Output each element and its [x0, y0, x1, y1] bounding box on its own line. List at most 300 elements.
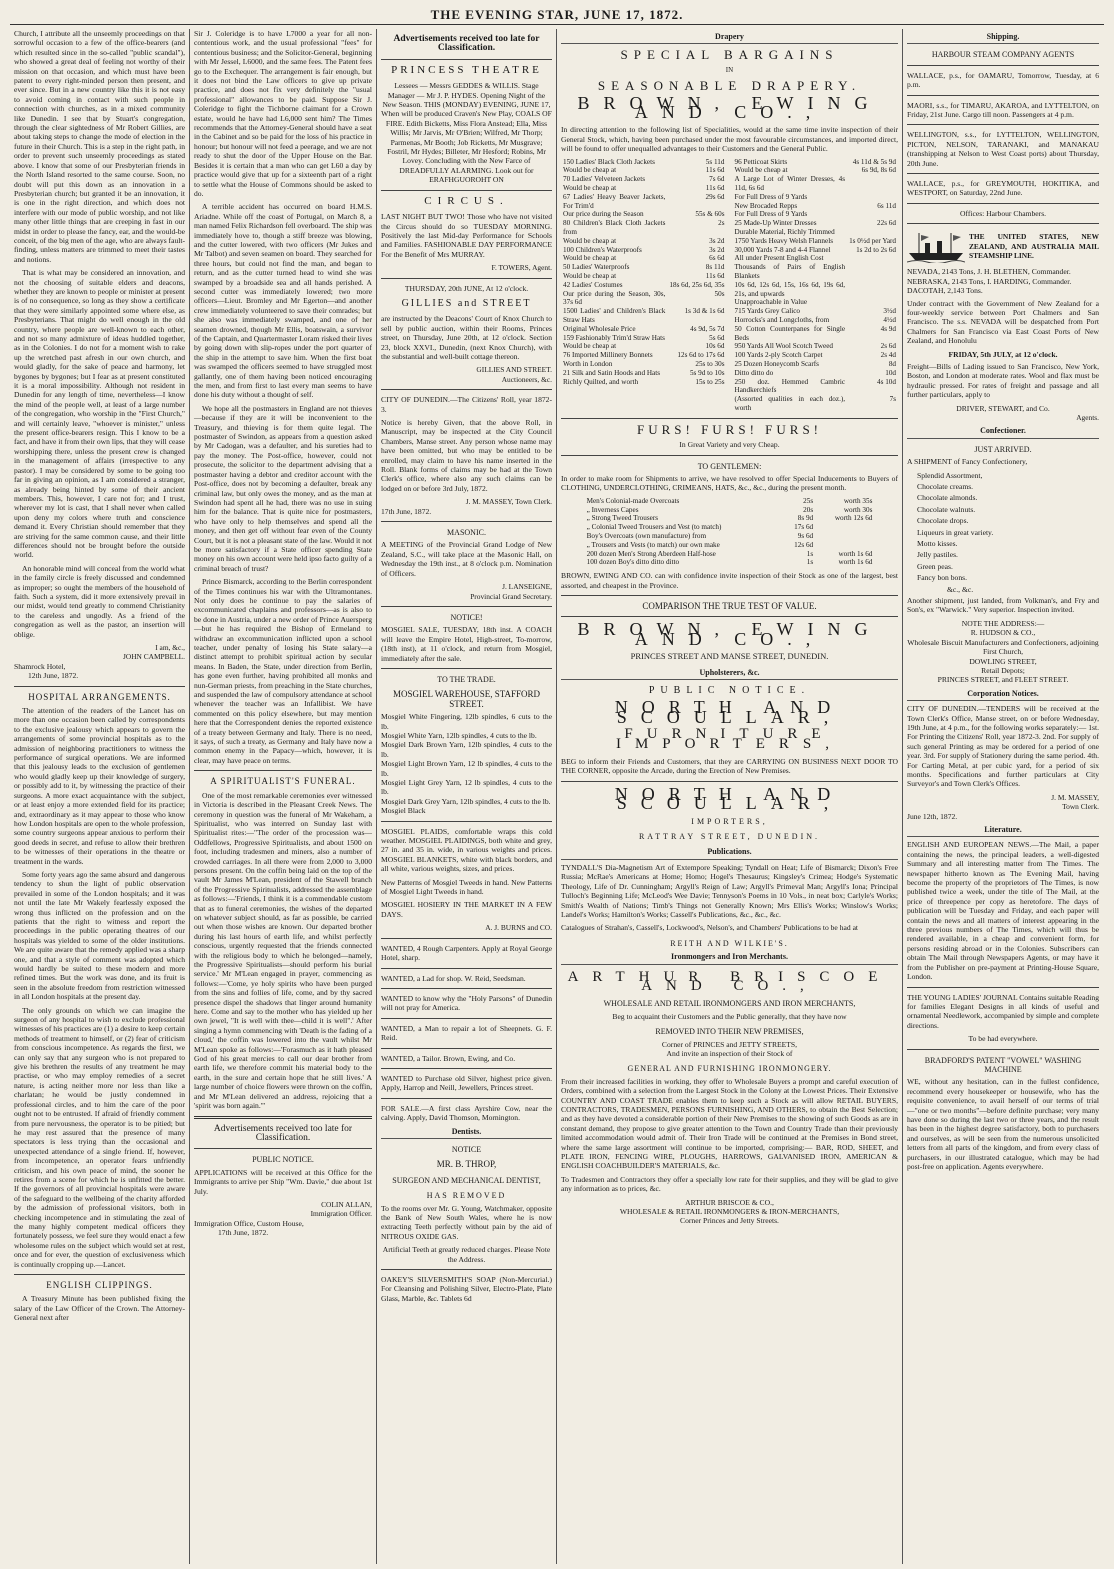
shipment-text: A SHIPMENT of Fancy Confectionery, — [907, 457, 1028, 467]
item-label: 159 Fashionably Trim'd Straw Hats — [563, 333, 665, 342]
bargain-lists — [561, 158, 898, 413]
item-price — [847, 210, 898, 219]
theatre-title: PRINCESS THEATRE — [391, 63, 542, 76]
price-row — [733, 325, 899, 343]
price-row — [733, 298, 899, 307]
item-label: 10s 6d, 12s 6d, 15s, 16s 6d, 19s 6d, 21s, and upwards — [734, 280, 846, 298]
sweet-item: Splendid Assortment, — [917, 470, 983, 480]
price-row — [733, 351, 899, 360]
item-price: 18s 6d, 25s 6d, 35s — [669, 280, 725, 289]
item-label: Original Wholesale Price — [563, 324, 636, 333]
item-label: A Large Lot of Winter Dresses, 4s 11d, 6s 6d — [734, 175, 846, 193]
dentists-label: Dentists. — [381, 1127, 552, 1139]
item-price: 7s — [889, 395, 896, 404]
item-price — [847, 254, 898, 263]
item-label: 950 Yards All Wool Scotch Tweed — [734, 342, 833, 351]
ship-ad: MAORI, s.s., for TIMARU, AKAROA, and LYTTELTON, on Friday, 21st June. Cargo till noon. Passengers at 4 p.m. — [907, 100, 1099, 120]
freight-text: Freight—Bills of Lading issued to San Francisco, New York, Boston, and London at moderate rates. Wool and flax must be hydraulic pressed. For rates of freight and passage and all further particulars, apply to — [907, 361, 1099, 400]
divider — [381, 968, 552, 969]
item-label: 715 Yards Grey Calico — [734, 307, 800, 316]
price-row — [561, 325, 727, 334]
item-price: 2s — [718, 219, 725, 228]
price-row — [561, 210, 727, 219]
hosiery-signature: A. J. BURNS and CO. — [485, 923, 552, 933]
divider — [14, 686, 185, 687]
item-price: 6s 11d — [877, 201, 896, 210]
mosgiel-notice-title: NOTICE! — [450, 612, 483, 622]
item-price: 8s 9d — [797, 514, 814, 523]
ironmongers-label: Ironmongers and Iron Merchants. — [561, 952, 898, 964]
divider — [907, 173, 1099, 174]
vessel: DACOTAH, 2,143 Tons. — [907, 286, 983, 296]
dentist-removed: HAS REMOVED — [426, 1191, 507, 1201]
item-price: 3½d — [883, 307, 896, 316]
letter-signature: JOHN CAMPBELL. — [122, 652, 185, 662]
item-price: 12s 6d — [794, 540, 814, 549]
trade-item: Mosgiel White Yarn, 12lb spindles, 4 cuts to the lb. — [381, 730, 537, 740]
divider — [381, 389, 552, 390]
dentist-ad: To the rooms over Mr. G. Young, Watchmaker, opposite the Bank of New South Wales, where he is now extracting Teeth perfectly without pain by the aid of NITROUS OXIDE GAS. — [381, 1203, 552, 1241]
item-price: 11s 6d — [705, 184, 725, 193]
price-row — [561, 351, 727, 360]
firm-name: BROWN, EWING AND CO., — [577, 92, 882, 123]
briscoe-sub: WHOLESALE AND RETAIL IRONMONGERS AND IRON MERCHANTS, — [603, 999, 856, 1009]
sweet-item: Chocolate drops. — [917, 516, 969, 526]
item-label: All under Present English Cost — [734, 254, 824, 263]
item-label: Would be cheap at — [563, 166, 617, 175]
divider — [381, 938, 552, 939]
north-scoullar: NORTH AND SCOULLAR, — [614, 697, 845, 727]
tenders-role: Town Clerk. — [1062, 802, 1099, 812]
price-row — [561, 378, 727, 387]
briscoe-name: ARTHUR BRISCOE AND CO., — [567, 968, 892, 994]
city-notice: Notice is hereby Given, that the above Roll, in Manuscript, may be inspected at the City Council Chambers, Manse street. Any person whose name may have been omitted, but who may be entitled to be enrolled, may claim to have his name inserted in the Roll. Blank forms of claims may be had at the Town Clerk's office, where also any such claims can be lodged on or before 3rd July, 1872. — [381, 418, 552, 493]
price-row — [733, 237, 899, 246]
journal-signature: To be had everywhere. — [968, 1034, 1038, 1044]
price-row — [733, 219, 899, 228]
hudson-text: Wholesale Biscuit Manufacturers and Confectioners, adjoining First Church, — [907, 637, 1099, 657]
us-line-block — [907, 229, 1099, 263]
theatre-ad: Lessees — Messrs GEDDES & WILLIS. Stage Manager — Mr J. P. HYDES. Opening Night of the New Season. THIS (MONDAY) EVENING, JUNE 17, When will be produced Craven's New Play, COALS OF FIRE. Edith Bicketts, Miss Flora Anstead; Ella, Miss Willis; Mr Jarvis, Mr O'Brien; Wilfred, Mr Thorp; Parmenas, Mr Booth; Job Ricketts, Mr Musgrave; Fostril, Mr Hydes; Billeter, Mr Hesford; Robins, Mr Lovey. Concluding with the New Farce of DREADFULLY ALARMING. Look out for ERAFHGUOROHT ON — [381, 81, 552, 185]
price-row — [733, 175, 899, 193]
item-label: „ Colonial Tweed Trousers and Vest (to match) — [586, 523, 722, 532]
price-row — [733, 307, 899, 316]
price-row — [561, 342, 727, 351]
trade-title: TO THE TRADE. — [437, 674, 496, 684]
price-row — [733, 166, 899, 175]
item-price: 6s 9d, 8s 6d — [861, 166, 896, 175]
north-scoullar-2: NORTH AND SCOULLAR, — [614, 783, 845, 814]
item-label: Durable Material, Richly Trimmed — [734, 228, 835, 237]
sweet-item: &c., &c. — [947, 584, 974, 594]
item-label: 42 Ladies' Costumes — [563, 280, 623, 289]
divider — [381, 1098, 552, 1099]
briscoe-signature-2: WHOLESALE & RETAIL IRONMONGERS & IRON-MERCHANTS, — [619, 1207, 840, 1217]
harbour-heading: HARBOUR STEAM COMPANY AGENTS — [931, 50, 1075, 60]
note-address: NOTE THE ADDRESS:— — [961, 618, 1045, 628]
item-price: 15s to 25s — [695, 377, 725, 386]
plaids-ad: MOSGIEL PLAIDS, comfortable wraps this cold weather. MOSGIEL PLAIDINGS, both white and grey, 27 in. and 35 in. wide, in various weights and prices. MOSGIEL BLANKETS, white with black borders, and all white, various weights, sizes, and prices. — [381, 826, 552, 874]
price-row — [561, 281, 727, 290]
price-row — [561, 158, 727, 167]
sweet-item: Chocolate almonds. — [917, 493, 978, 503]
city-date: 17th June, 1872. — [381, 506, 432, 516]
clothing-row — [585, 506, 875, 515]
price-row — [561, 166, 727, 175]
price-row — [733, 158, 899, 167]
item-price: 20s — [803, 505, 814, 514]
immigration-notice: APPLICATIONS will be received at this Office for the Immigrants to arrive per Ship "Wm. Davie," due about 1st July. — [194, 1167, 372, 1196]
column-4 — [557, 29, 903, 1564]
clothing-row — [585, 550, 875, 559]
gentlemen-text: In order to make room for Shipments to arrive, we have resolved to offer Special Inducements to Buyers of CLOTHING, UNDERCLOTHING, CRIMEANS, HATS, &c., &c., during the present month. — [561, 473, 898, 493]
item-label: Would be cheap at — [563, 184, 617, 193]
agents: DRIVER, STEWART, and Co. — [956, 403, 1050, 413]
trade-item: Mosgiel White Fingering, 12lb spindles, 6 cuts to the lb. — [381, 712, 552, 731]
item-label: „ Trousers and Vests (to match) our own make — [586, 540, 720, 549]
divider — [561, 455, 898, 456]
divider — [14, 1274, 185, 1275]
price-row — [561, 254, 727, 263]
item-price: 1s 3d & 1s 6d — [684, 307, 725, 316]
item-label: Thousands of Pairs of English Blankets — [734, 263, 846, 281]
item-price: 6s 6d — [709, 254, 725, 263]
item-price: 55s & 60s — [695, 210, 725, 219]
item-price: 2s 6d — [880, 342, 896, 351]
item-price: worth 12s 6d — [834, 514, 873, 523]
price-row — [733, 316, 899, 325]
tenders-date: June 12th, 1872. — [907, 811, 958, 821]
north-scoullar-text: BEG to inform their Friends and Customers, that they are CARRYING ON BUSINESS NEXT DOOR TO THE CORNER, opposite the Arcade, during the Erection of New Premises. — [561, 757, 898, 776]
price-row — [561, 307, 727, 325]
item-price: 10s 6d — [705, 342, 725, 351]
divider — [381, 821, 552, 822]
price-row — [561, 290, 727, 308]
item-label: 76 Imported Millinery Bonnets — [563, 351, 653, 360]
divider — [907, 203, 1099, 204]
item-price — [847, 228, 898, 237]
tyndall-list: TYNDALL'S Dia-Magnetism Art of Extempore Speaking; Tyndall on Heat; Life of Bismarck; Dixon's Free Russia; McRae's Americans at Home; Homo; Hogel's Thesaurus; Kingsley's Crimea; Hodge's Systematic Theology, Life of Dr. Cunningham; Argyll's Reign of Law; Argyll's Primeval Man; Argyll's Iona; Principal Tulloch's Beginning Life; McLeod's Wee Davie; Tennyson's Poems in 10 Vols., in neat box; Carlyle's Works; Smith's Wealth of Nations; Timb's Things not Generally Known; Mrs Ellis's Works; Winslow's Works; Landel's Works; Hamilton's Works; Cassell's Publications, &c., &c., &c. — [561, 862, 898, 919]
sweet-item: Jelly pastiles. — [917, 550, 958, 560]
briscoe-corner: Corner of PRINCES and JETTY STREETS, — [661, 1039, 798, 1049]
sweet-item: Liqueurs in great variety. — [917, 527, 994, 537]
wanted-ad: WANTED to know why the "Holy Parsons" of Dunedin will not pray for America. — [381, 993, 552, 1013]
in-label: IN — [725, 65, 734, 74]
sail-date: FRIDAY, 5th JULY, at 12 o'clock. — [948, 349, 1058, 359]
bradford-heading: BRADFORD'S PATENT "VOWEL" WASHING MACHINE — [924, 1055, 1082, 1074]
item-price — [815, 532, 874, 541]
item-label: Our price during the Season, 30s, 37s 6d — [563, 289, 666, 307]
price-row — [561, 360, 727, 369]
item-label: Would be cheap at — [563, 236, 617, 245]
late-ads-title: Advertisements received too late for Classification. — [393, 34, 540, 54]
item-price: 7s 6d — [709, 175, 725, 184]
item-price: 9s 6d — [797, 531, 814, 540]
tenders-notice: CITY OF DUNEDIN.—TENDERS will be received at the Town Clerk's Office, Manse street, on or before Wednesday, 19th June, at 4 p.m., for the following works separately:— 1st. For Printing the Citizens' Roll, year 1872-3. 2nd. For supply of such general Printing as may be ordered for a period of one year. 3rd. For supply of Stationery during the same period. 4th. For Carting Metal, at per cubic yard, for a period of six months. Specifications and further particulars at City Surveyor's and Town Clerk's Offices. — [907, 704, 1099, 789]
hospital-paragraph: The attention of the readers of the Lancet has on more than one occasion been called by correspondents to the exclusive jealousy which appears to govern the arrangements of some provincial hospitals as to the admission of neighboring practitioners to witness the performance of surgical operations. We are informed that this jealousy leads to the exclusion of gentlemen who would gladly keep up their knowledge of surgery, or possibly add to it, by witnessing the practice of their surgeons. A more exact acquaintance with the subject, or at least enjoy a more extended field for its practice; and, extraordinary as it may appear to those who know how London hospitals are open to the whole profession, some country surgeons appear anxious to perform their good deeds in secret, and refuse to allow their brethren to be witnesses of their operations in the theatre or treatment in the wards. — [14, 706, 185, 866]
divider — [381, 190, 552, 191]
item-label: 50 Cotton Counterpanes for Single Beds — [734, 324, 846, 342]
price-row — [561, 237, 727, 246]
dentist-name: MR. B. THROP, — [436, 1159, 497, 1170]
item-price: 4s 9d — [880, 324, 896, 333]
clippings-paragraph: Prince Bismarck, according to the Berlin correspondent of the Times continues his war with the Ultramontanes. Not only does he continue to pay the salaries of excommunicated chaplains and professors—as is also to be done in Austria, under a new order of Prince Auersperg—but he has required the Bishop of Ermeland to withdraw an excommunication inflicted upon a school teacher, under penalty of losing his State salary—a distinct attempt to prohibit spiritual action by secular means. In Baden, the State, under direction from Berlin, has gone even further, having prohibited all monks and nun-German priests, from preaching in the State churches, and suspended the law of compulsory attendance at school whenever the teacher was an Infallibist. We have commented on this policy elsewhere, but may mention here that the Correspondent denies the reported existence of a treaty between Germany and Italy. There is no need, it says, of such a treaty, as Germany and Italy have now a common enemy in the Papacy—which, however, it is clear, may have peace on terms. — [194, 577, 372, 765]
clippings-paragraph: We hope all the postmasters in England are not thieves—because if they are it will be inconvenient to the Treasury, and thieving is for them quite legal. The postmaster of Swindon, as appears from a question asked by Mr Cadogan, was a defaulter, and his sureties had to pay the money. The Post-office, however, could not prosecute, the solicitor to the department advising that a postmaster having a debtor and creditor account with the Post-office, does not by becoming a defaulter, break any criminal law, but only owes the money, and as the man at Swindon had spent all he had, there was no use in suing him for the balance. That is quite nice for postmasters, who have only to help themselves and spend all the money, and then get off without fear even of the County Court, but it is not a pleasant state of the law. Would it not be more satisfactory if a State officer spending State money on his own account were held ipso facto guilty of a criminal breach of trust? — [194, 403, 372, 573]
item-price — [815, 523, 874, 532]
late-ads-title: Advertisements received too late for Classification. — [213, 1123, 353, 1143]
divider — [561, 616, 898, 617]
item-price: 5s 9d to 10s — [689, 368, 725, 377]
item-price: 22s 6d — [877, 219, 896, 228]
item-price: 29s 6d — [705, 192, 725, 201]
item-price: 10d — [885, 368, 896, 377]
bargain-list-left — [561, 158, 727, 413]
price-row — [561, 193, 727, 211]
letter-paragraph: That is what may be considered an innovation, and not the choosing of suitable elders and deacons, whether they are known to people or minister at present is of no consequence, so long as they show a certificate that they were similarly appointed some where else, as Presbyterians. That might do well enough in the old country, where people are well-known to each other, and not so many admixture of ideas huddled together, as in the Colonies. I do not for a moment wish to rake up the wretched past afresh in our own church, and would gladly, for the sake of peace and harmony, let bygones by bygones; but I fear as at present constituted it is a moral impossibility. Although not resident in Dunedin for any length of time, nevertheless—I know the mind of the people well, at least of a large number of the congregation, who worship in the "First Church," and will certainly leave, "whoever is minister," unless the present office-bearers resign. This I know to be a fact, and have it from their own lips, that they will cease worshipping there, unless the present crew is changed in the management of affairs (irrespective to any pastor). I may be considered by some to be going too far in giving an opinion, as I am considered a stranger, as already being hinted by some of their ancient members. This, however, I care not for; and I trust, wherever my lot is cast, that I shall never when called upon deny my colors where truth and conscience demand it. Every Christian should remember that they are striving for the same common cause, and their little differences should not be brought before the outside world. — [14, 268, 186, 560]
public-notice-heading: PUBLIC NOTICE. — [648, 685, 811, 697]
clothing-row — [585, 514, 875, 523]
item-label: „ Strong Tweed Trousers — [586, 514, 659, 523]
item-price: 17s 6d — [794, 523, 814, 532]
item-price: 2s 4d — [880, 351, 896, 360]
intro-text: In directing attention to the following list of Specialities, would at the same time invite inspection of their General Stock, which, having been purchased under the most favourable circumstances, and imported direct, will be found to offer unequalled advantages to their Customers and the General Public. — [561, 125, 898, 154]
item-label: 1500 Ladies' and Children's Black Straw Hats — [563, 307, 666, 324]
rattray-address: RATTRAY STREET, DUNEDIN. — [638, 832, 821, 842]
ship-ad: WALLACE, p.s., for OAMARU, Tomorrow, Tuesday, at 6 p.m. — [907, 70, 1099, 90]
item-price: 50s — [714, 289, 725, 298]
soap-ad: OAKEY'S SILVERSMITH'S SOAP (Non-Mercurial.) For Cleansing and Polishing Silver, Electro-Plate, Plate Glass, Marble, &c. Tablets 6d — [381, 1275, 552, 1303]
firm-name-2: BROWN, EWING AND CO., — [577, 619, 882, 649]
divider — [907, 124, 1099, 125]
price-row — [733, 210, 899, 219]
vessel: NEBRASKA, 2143 Tons, I. HARDING, Commander. — [907, 276, 1072, 286]
price-row — [733, 342, 899, 351]
divider — [381, 606, 552, 607]
item-price: 25s to 30s — [695, 359, 725, 368]
wanted-ad: WANTED, a Tailor. Brown, Ewing, and Co. — [381, 1053, 516, 1063]
item-label: Our price during the Season — [563, 210, 644, 219]
sweet-item: Chocolate walnuts. — [917, 504, 976, 514]
column-5 — [903, 29, 1103, 1564]
notice-role: Immigration Officer. — [310, 1209, 372, 1219]
clippings-paragraph: Sir J. Coleridge is to have L7000 a year for all non-contentious work, and the usual professional "fees" for contentious business; and the Solicitor-General, beginning with Mr Jessel, L6000, and the same fees. The Patent fees go to the Exchequer. The arrangement is fair enough, but it does not bind the Law officers to give up private practice, and does not fix very definitely the "usual professional" allowances to be paid. Suppose Sir J. Coleridge to fight the Tichborne claimant for a Crown estate, would he have had L6,000 sent him? The Times recommends that the Attorney-General should have a seat in the Cabinet and so be paid for the loss of his practice in honour; but honour will not feed a peerage, and we are not ready to shut the door of the Upper House on the Bar. Besides it is certain that a man who can get L60 a day by practice would give that up for a sixteenth part of a right to settle what the House of Commons should be asked to do. — [194, 29, 372, 198]
tenders-signature: J. M. MASSEY, — [1051, 792, 1099, 802]
item-price: worth 30s — [843, 505, 873, 514]
sweet-item: Motto kisses. — [917, 539, 958, 549]
divider — [561, 418, 898, 419]
bargain-list-right — [733, 158, 899, 413]
item-label: 250 doz. Hemmed Cambric Handkerchiefs — [734, 377, 846, 395]
for-sale-ad: FOR SALE.—A first class Ayrshire Cow, near the calving. Apply, David Thomson, Mornington. — [381, 1103, 552, 1123]
clippings-paragraph: A Treasury Minute has been published fixing the salary of the Law Officer of the Crown. The Attorney-General next after — [14, 1294, 185, 1323]
divider — [381, 1269, 552, 1270]
briscoe-beg: Beg to acquaint their Customers and the Public generally, that they have now — [612, 1011, 847, 1021]
item-label: 100 Children's Waterproofs — [563, 245, 642, 254]
briscoe-text: From their increased facilities in working, they offer to Wholesale Buyers a prompt and careful execution of Orders, combined with a selection from the Largest Stock in the Colony at the Lowest Prices. Their Extensive COUNTRY AND COAST TRADE enables them to keep such a Stock as will allow RETAIL BUYERS, CONTRACTORS, TRADESMEN, PERSONS FURNISHING, AND OTHERS, to obtain the Best Selection; and as they have devoted a considerable portion of their New Premises to the showing of such Goods as are in constant demand, they propose to give greater attention to the Town and Country Trade than their previously limited accommodation would admit of. Their Iron Trade will be continued at the Premises in Bond street, where the same large assortment will continue to be imported, comprising:— BAR, ROD, SHEET, and PLATE IRON, FENCING WIRE, PLOUGHS, HARROWS, GALVANISED IRON, AMERICAN & ENGLISH COACHBUILDER'S MATERIALS, &c. — [561, 1076, 898, 1171]
divider — [381, 59, 552, 60]
column-2 — [190, 29, 377, 1564]
item-price: 3s 2d — [709, 245, 725, 254]
divider — [381, 1068, 552, 1069]
comparison-heading: COMPARISON THE TRUE TEST OF VALUE. — [642, 600, 817, 611]
item-price: worth 1s 6d — [838, 558, 873, 567]
agents-role: Agents. — [1076, 412, 1099, 422]
contract-text: Under contract with the Government of New Zealand for a four-weekly service between Port Chalmers and San Francisco. The s.s. NEVADA will be despatched from Port Chalmers for San Francisco via East Coast Ports of New Zealand, and Honolulu — [907, 298, 1099, 346]
drapery-label: Drapery — [561, 32, 898, 44]
left-price-table — [561, 158, 727, 387]
item-price — [847, 193, 898, 202]
item-label: Richly Quilted, and worth — [563, 377, 639, 386]
item-price: 4s 10d — [877, 377, 896, 386]
firm-address: PRINCES STREET AND MANSE STREET, DUNEDIN. — [630, 651, 829, 662]
city-signature: J. M. MASSEY, Town Clerk. — [465, 497, 552, 507]
price-row — [561, 246, 727, 255]
catalogues-text: Catalogues of Strahan's, Cassell's, Lockwood's, Nelson's, and Chambers' Publications to be had at — [561, 923, 859, 933]
trade-item: Mosgiel Dark Grey Yarn, 12lb spindles, 4 cuts to the lb. — [381, 796, 551, 806]
masonic-title: MASONIC. — [447, 528, 486, 538]
sweets-list — [907, 471, 1099, 594]
item-label: Horrocks's and Longcloths, from — [734, 316, 830, 324]
dentist-notice: NOTICE — [451, 1144, 482, 1154]
price-row — [733, 263, 899, 281]
hospital-paragraph: Some forty years ago the same absurd and dangerous tendency to shun the light of public observation prevailed in some of the London hospitals; and it was not until the late Mr Wakely fearlessly exposed the wrong thus inflicted on the profession and on the patients that the right to witness and report the proceedings in the public operating theatres of our hospitals was yielded to some of the older institutions. We are quite aware that the remedy applied was a sharp one, and that a style of comment was adopted which would hardly be suited to these modern and more refined times. But the work was done, and its fruit is seen in the absolute freedom from restriction witnessed in all London hospitals at the present day. — [14, 869, 185, 1002]
hosiery-ad: MOSGIEL HOSIERY IN THE MARKET IN A FEW DAYS. — [381, 900, 552, 919]
mosgiel-notice: MOSGIEL SALE, TUESDAY, 18th inst. A COACH will leave the Empire Hotel, High-street, To-morrow, (18th inst), at 11 o'clock, and return from Mosgiel, immediately after the sale. — [381, 625, 552, 663]
item-price: 4s 9d, 5s 7d — [690, 324, 725, 333]
ship-ad: WELLINGTON, s.s., for LYTTELTON, WELLINGTON, PICTON, NELSON, TARANAKI, and MANAKAU (transhipping at Nelson to West Coast ports) about Thursday, 20th June. — [907, 130, 1099, 168]
circus-ad: LAST NIGHT BUT TWO! Those who have not visited the Circus should do so TUESDAY MORNING. Positively the last Mid-day Performance for Schools and Families. FASHIONABLE DAY PERFORMANCE For the Benefit of Mrs MURRAY. — [381, 212, 552, 259]
trade-item: Mosgiel Light Grey Yarn, 12 lb spindles, 4 cuts to the lb. — [381, 778, 552, 797]
item-label: 200 dozen Men's Strong Aberdeen Half-hose — [586, 549, 716, 558]
item-price: 8s 11d — [705, 263, 725, 272]
dowling-street: DOWLING STREET, — [969, 656, 1037, 666]
hospital-title: HOSPITAL ARRANGEMENTS. — [28, 691, 171, 702]
wanted-ad: WANTED, a Man to repair a lot of Sheepnets. G. F. Reid. — [381, 1023, 552, 1043]
clothing-row — [585, 532, 875, 541]
clothing-row — [585, 558, 875, 567]
price-row — [561, 263, 727, 272]
item-price: 1s 0½d per Yard — [849, 236, 896, 245]
divider — [907, 987, 1099, 988]
item-label: Would be cheap at — [734, 166, 788, 175]
item-label: Would be cheap at — [563, 342, 617, 351]
item-label: 70 Ladies' Velveteen Jackets — [563, 175, 645, 184]
clippings-title: ENGLISH CLIPPINGS. — [46, 1280, 153, 1290]
divider — [194, 1148, 372, 1149]
item-label: Would be cheap at — [563, 272, 617, 281]
divider — [907, 95, 1099, 96]
item-price — [847, 281, 898, 299]
notice-date: 17th June, 1872. — [218, 1228, 269, 1238]
price-row — [561, 184, 727, 193]
item-price: 4s 11d & 5s 9d — [852, 157, 896, 166]
item-price: 3s 2d — [709, 236, 725, 245]
divider — [194, 1116, 372, 1119]
bradford-text: WE, without any hesitation, can in the fullest confidence, recommend every housekeeper or housewife, who has the requisite convenience, to avail herself of our terms of trial—"one or two months"—before definite purchase; very many have done so during the last two or three years, and the result has been in the highest degree satisfactory, both to purchasers and ourselves, as will be seen from the numerous unsolicited letters from all parts of the kingdom, and from every class of purchasers, in our illustrated catalogue, which may be had post-free on application. Agents everywhere. — [907, 1077, 1099, 1171]
price-row — [561, 219, 727, 237]
sale-ad: are instructed by the Deacons' Court of Knox Church to sell by public auction, within their Rooms, Princes street, on Thursday, June 20th, at 12 o'clock. Section 23, block XXVI., Dunedin, (next Knox Church), with the substantial and well-built cottage thereon. — [381, 314, 552, 361]
masonic-role: Provincial Grand Secretary. — [470, 591, 552, 601]
wanted-ad: WANTED, a Lad for shop. W. Reid, Seedsman. — [381, 973, 526, 983]
special-bargains: SPECIAL BARGAINS — [620, 47, 839, 63]
letter-address: Shamrock Hotel, — [14, 661, 66, 671]
circus-signature: F. TOWERS, Agent. — [491, 263, 552, 273]
item-price: 11s 6d — [705, 166, 725, 175]
divider — [381, 1018, 552, 1019]
dentist-role: SURGEON AND MECHANICAL DENTIST, — [392, 1175, 541, 1185]
item-label: Unapproachable in Value — [734, 298, 808, 307]
item-label: Would be cheap at — [563, 254, 617, 263]
clothing-row — [585, 541, 875, 550]
price-row — [733, 378, 899, 396]
divider — [194, 770, 372, 771]
seasonable-drapery: SEASONABLE DRAPERY. — [597, 78, 862, 94]
shipping-label: Shipping. — [907, 32, 1099, 44]
divider — [907, 65, 1099, 66]
briscoe-invite: And invite an inspection of their Stock of — [666, 1048, 793, 1058]
confectioner-label: Confectioner. — [907, 426, 1099, 438]
notice-address: Immigration Office, Custom House, — [194, 1218, 304, 1228]
item-label: 50 Ladies' Waterproofs — [563, 263, 630, 272]
item-label: „ Inverness Capes — [586, 505, 639, 514]
columns — [10, 29, 1104, 1564]
item-price: 5s 11d — [705, 157, 725, 166]
price-row — [561, 334, 727, 343]
another-shipment: Another shipment, just landed, from Volkman's, and Fry and Son's, ex "Warwick." Very superior. Inspection invited. — [907, 596, 1099, 615]
ship-ad: WALLACE, p.s., for GREYMOUTH, HOKITIKA, and WESTPORT, on Saturday, 22nd June. — [907, 179, 1099, 198]
item-price: worth 1s 6d — [838, 549, 873, 558]
item-label: Men's Colonial-made Overcoats — [586, 496, 680, 505]
sale-signature: GILLIES AND STREET. — [476, 365, 552, 375]
furniture-importers: FURNITURE IMPORTERS, — [615, 726, 844, 752]
item-label: New Brocaded Repps — [734, 201, 798, 210]
item-label: 25 Made-Up Winter Dresses — [734, 219, 817, 228]
news-ad: ENGLISH AND EUROPEAN NEWS.—The Mail, a paper containing the news, the principal leaders, a well-digested Summary and all interesting matter from The Times. The newspaper hitherto known as The Evening Mail, having become the property of the proprietors of The Times, is now published twice a week, under the title of The Mail, at the price of threepence per copy as heretofore. The days of publication will be Tuesday and Friday, and each paper will contain the news and all matters of interest appearing in the three previous numbers of The Times, which will thus be rendered available, in a cheap and convenient form, for persons residing abroad or in the Colonies. Subscribers can obtain The Mail through Newspapers Agents, or may have it from the Publisher on pre-payment at Printing-House Square, London. — [907, 840, 1099, 982]
circus-title: CIRCUS. — [424, 194, 509, 207]
letter-closing: I am, &c., — [155, 643, 185, 652]
briscoe-general: GENERAL AND FURNISHING IRONMONGERY. — [627, 1064, 832, 1074]
item-label: 21 Silk and Satin Hoods and Hats — [563, 368, 661, 377]
briscoe-signature: ARTHUR BRISCOE & CO., — [685, 1197, 774, 1207]
wanted-ad: WANTED, 4 Rough Carpenters. Apply at Royal George Hotel, sharp. — [381, 943, 552, 963]
divider — [561, 781, 898, 782]
tweeds-ad: New Patterns of Mosgiel Tweeds in hand. New Patterns of Mosgiel Light Tweeds in hand. — [381, 877, 552, 897]
item-label: 67 Ladies' Heavy Beaver Jackets, For Trim'd — [563, 192, 666, 210]
publications-label: Publications. — [561, 847, 898, 859]
letter-date: 12th June, 1872. — [28, 671, 79, 681]
divider — [381, 1048, 552, 1049]
price-row — [733, 360, 899, 369]
funeral-paragraph: One of the most remarkable ceremonies ever witnessed in Victoria is described in the Pleasant Creek News. The ceremony in question was the funeral of Mr Wakeham, a Spiritualist, who was interred on Sunday last with Spiritualist rites:—"The order of the procession was—Oddfellows, Progressive Spiritualists, and about 1500 on foot, including tradesmen and miners, also a number of crowded carriages. In all there were from 2,000 to 3,000 persons present. On the coffin being laid on the top of the vault Mr James M'Lean, president of the Stawell branch of the Progressive Spiritualists, addressed the assemblage as follows:—'Friends, I think it is a commendable custom that as to funeral ceremonies, the wishes of the departed on whatever subject should, as far as possible, be carried out when those wishes are known. Our departed brother during his last hours of earth life, and whilst perfectly conscious, urgently requested that the friends connected with the religious body to which he belonged—namely, the Progressive Spiritualists—should perform his burial service.' Mr M'Lean engaged in prayer, commencing as follows:—'Come, ye holy spirits who have been purged from the sins and follies of life, come, and by thy sacred presence dispel the shadows that linger around humanity here. Come and say to the mother who has yielded up her own jewel, "It is well with thee—child it is well".' After singing a hymn commencing with 'Death is the fading of a cloud,' the coffin was lowered into the vault whilst Mr M'Lean spoke as follows:—'Forasmuch as it hath pleased God of his great mercies to call our dear brother from earth life, we therefore commit his material body to the earth, in the sure and certain hope that he still lives.' A large number of choice flowers were thrown on the coffin, and Mr M'Lean delivered an address, rejoicing that a 'spirit was born again.'" — [194, 790, 372, 1111]
item-label: 100 dozen Boy's ditto ditto ditto — [586, 558, 680, 567]
sale-date: THURSDAY, 20th JUNE, At 12 o'clock. — [404, 283, 529, 293]
item-price: worth 35s — [843, 496, 873, 505]
divider — [381, 988, 552, 989]
price-row — [733, 369, 899, 378]
importers-label: IMPORTERS, — [691, 816, 768, 826]
item-label: Worth in London — [563, 359, 613, 368]
notice-signature: COLIN ALLAN, — [321, 1199, 372, 1209]
item-label: For Full Dress of 9 Yards — [734, 210, 808, 219]
journal-ad: THE YOUNG LADIES' JOURNAL Contains suitable Reading for families Elegant Designs in all kinds of useful and ornamental Needlework, accompanied by simple and complete directions. — [907, 992, 1099, 1030]
literature-label: Literature. — [907, 825, 1099, 837]
price-row — [733, 281, 899, 299]
item-price: 4½d — [883, 316, 896, 324]
trade-head: MOSGIEL WAREHOUSE, STAFFORD STREET. — [392, 689, 541, 709]
item-price: 5s 6d — [709, 333, 725, 342]
right-price-table — [733, 158, 899, 413]
clothing-table — [585, 497, 875, 567]
